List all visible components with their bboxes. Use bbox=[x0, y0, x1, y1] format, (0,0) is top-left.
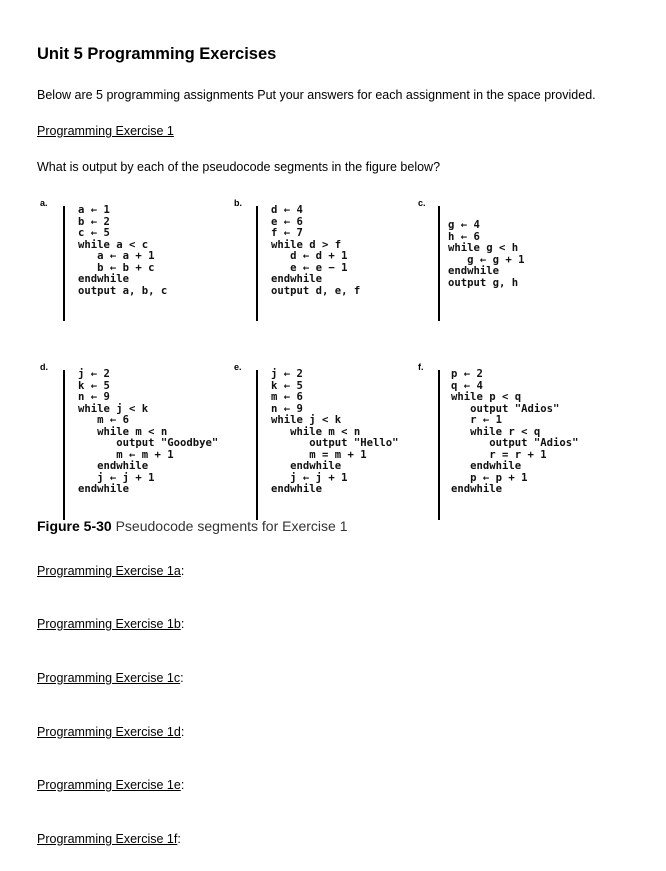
intro-paragraph: Below are 5 programming assignments Put your answers for each assignment in the space provided. bbox=[37, 88, 596, 102]
segment-bar bbox=[63, 370, 65, 520]
answer-heading-colon: : bbox=[180, 671, 184, 685]
figure-caption bbox=[37, 518, 348, 534]
answer-heading-colon: : bbox=[180, 564, 185, 578]
segment-bar bbox=[438, 370, 440, 520]
pseudocode-block: j ← 2 k ← 5 m ← 6 n ← 9 while j < k while m < n output "Hello" m = m + 1 endwhile j ← j + 1 endwhile bbox=[271, 368, 399, 495]
answer-heading-colon: : bbox=[180, 778, 185, 792]
segment-letter: e. bbox=[234, 362, 242, 372]
pseudocode-block: j ← 2 k ← 5 n ← 9 while j < k m ← 6 while m < n output "Goodbye" m ← m + 1 endwhile j ← j + 1 endwhile bbox=[78, 368, 219, 495]
segment-bar bbox=[256, 370, 258, 520]
answer-heading-label: Programming Exercise 1c bbox=[37, 671, 181, 685]
answer-heading-label: Programming Exercise 1e bbox=[37, 778, 181, 792]
answer-heading-1b bbox=[37, 617, 184, 631]
segment-letter: f. bbox=[418, 362, 424, 372]
pseudocode-block: p ← 2 q ← 4 while p < q output "Adios" r ← 1 while r < q output "Adios" r = r + 1 endwhile p ← p + 1 endwhile bbox=[451, 368, 579, 495]
caption-label: Figure 5-30 bbox=[37, 518, 112, 534]
segment-letter: d. bbox=[40, 362, 48, 372]
segment-bar bbox=[63, 206, 65, 321]
answer-heading-label: Programming Exercise 1a bbox=[37, 564, 181, 578]
answer-heading-1e bbox=[37, 778, 184, 792]
answer-heading-colon: : bbox=[180, 725, 185, 739]
caption-text: Pseudocode segments for Exercise 1 bbox=[111, 518, 348, 534]
answer-heading-1a bbox=[37, 564, 184, 578]
segment-letter: c. bbox=[418, 198, 426, 208]
exercise-label: Programming Exercise 1 bbox=[37, 124, 174, 138]
segment-letter: a. bbox=[40, 198, 48, 208]
answer-heading-1c bbox=[37, 671, 184, 685]
segment-bar bbox=[256, 206, 258, 321]
segment-bar bbox=[438, 206, 440, 321]
answer-heading-1d bbox=[37, 725, 184, 739]
pseudocode-block: a ← 1 b ← 2 c ← 5 while a < c a ← a + 1 b ← b + c endwhile output a, b, c bbox=[78, 204, 168, 297]
answer-heading-1f bbox=[37, 832, 181, 846]
segment-letter: b. bbox=[234, 198, 242, 208]
answer-heading-label: Programming Exercise 1f bbox=[37, 832, 178, 846]
pseudocode-block: g ← 4 h ← 6 while g < h g ← g + 1 endwhile output g, h bbox=[448, 219, 525, 289]
pseudocode-block: d ← 4 e ← 6 f ← 7 while d > f d ← d + 1 e ← e − 1 endwhile output d, e, f bbox=[271, 204, 361, 297]
answer-heading-label: Programming Exercise 1d bbox=[37, 725, 181, 739]
answer-heading-colon: : bbox=[177, 832, 181, 846]
exercise-heading bbox=[37, 124, 174, 138]
answer-heading-colon: : bbox=[180, 617, 185, 631]
document-title: Unit 5 Programming Exercises bbox=[37, 45, 277, 63]
question-paragraph: What is output by each of the pseudocode segments in the figure below? bbox=[37, 160, 441, 174]
answer-heading-label: Programming Exercise 1b bbox=[37, 617, 181, 631]
